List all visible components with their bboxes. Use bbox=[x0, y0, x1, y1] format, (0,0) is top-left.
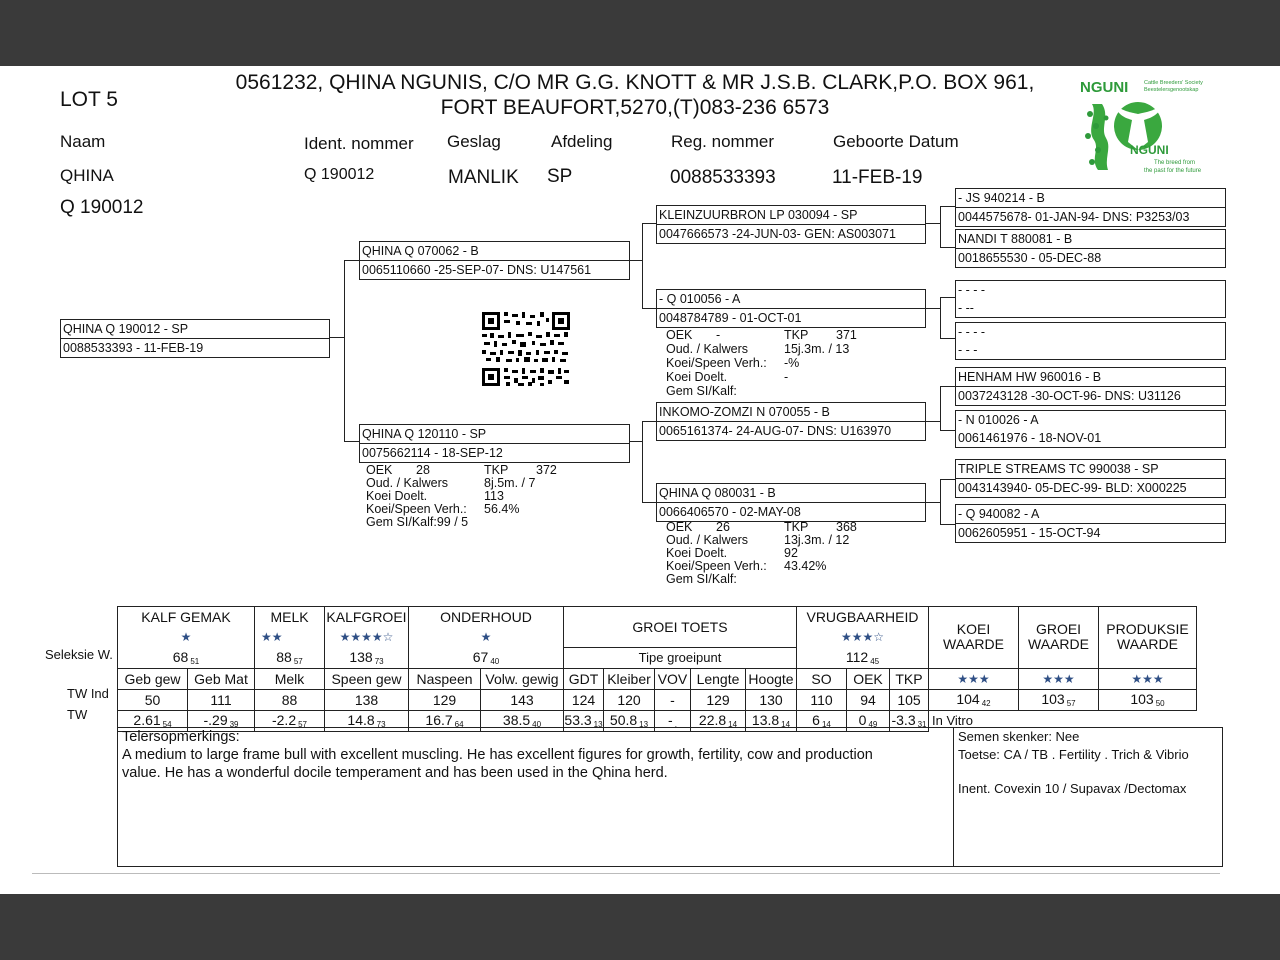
tw-value: 50.8 bbox=[609, 712, 638, 728]
footer-divider bbox=[32, 873, 1220, 874]
pedigree-dds-name: TRIPLE STREAMS TC 990038 - SP bbox=[956, 460, 1225, 479]
label-geboorte: Geboorte Datum bbox=[833, 132, 959, 151]
groei-tipe: Tipe groeipunt bbox=[564, 647, 797, 668]
stat-label: TKP bbox=[784, 520, 809, 534]
group-vrugbaarheid: VRUGBAARHEID bbox=[797, 607, 929, 628]
groei-stars: ★★★ bbox=[1019, 668, 1099, 689]
nguni-logo bbox=[1078, 74, 1212, 178]
tw-sub: 57 bbox=[298, 720, 308, 729]
pedigree-dam-dam bbox=[656, 483, 926, 522]
value-ident-large: Q 190012 bbox=[60, 197, 144, 218]
groei-label-1: GROEI bbox=[1035, 621, 1082, 638]
stat-label: Koei/Speen Verh.: bbox=[366, 502, 467, 516]
remarks-title: Telersopmerkings: bbox=[122, 729, 240, 745]
stat-value: 92 bbox=[784, 546, 798, 560]
stat-label: Koei/Speen Verh.: bbox=[666, 356, 767, 370]
sel-value: 88 bbox=[276, 648, 292, 665]
stat-label: Koei Doelt. bbox=[666, 370, 728, 384]
breeder-remarks bbox=[118, 728, 954, 866]
stat-label: OEK bbox=[366, 463, 393, 477]
twind-cell: 138 bbox=[325, 689, 409, 710]
col-header: Geb gew bbox=[118, 668, 188, 689]
col-header: Geb Mat bbox=[188, 668, 255, 689]
prod-stars: ★★★ bbox=[1099, 668, 1197, 689]
value-ident: Q 190012 bbox=[304, 166, 375, 183]
tw-value: 53.3 bbox=[564, 712, 592, 728]
twind-cell: 50 bbox=[118, 689, 188, 710]
value-naam: QHINA bbox=[60, 166, 114, 185]
pedigree-ddd-reg: 0062605951 - 15-OCT-94 bbox=[958, 526, 1101, 540]
label-afdeling: Afdeling bbox=[551, 132, 613, 151]
twind-cell: 124 bbox=[564, 689, 604, 710]
sel-sub: 45 bbox=[870, 656, 880, 666]
tw-value: -2.2 bbox=[271, 712, 297, 728]
tw-value: 16.7 bbox=[425, 712, 453, 728]
logo-tag2: Beestelersgenootskap bbox=[1144, 87, 1199, 93]
pedigree-ssd bbox=[955, 229, 1226, 268]
onderhoud-seleksie bbox=[409, 647, 564, 668]
pedigree-sdd bbox=[955, 322, 1226, 360]
qr-code bbox=[482, 312, 570, 386]
tw-value: -.29 bbox=[203, 712, 228, 728]
tw-sub: 64 bbox=[454, 720, 464, 729]
tw-value: 14.8 bbox=[347, 712, 375, 728]
stat-value: 113 bbox=[484, 489, 504, 503]
stat-label: Gem SI/Kalf:99 / 5 bbox=[366, 515, 469, 529]
pedigree-dsd bbox=[955, 410, 1226, 448]
stat-value: 15j.3m. / 13 bbox=[784, 342, 850, 356]
pedigree-ddd-name: - Q 940082 - A bbox=[956, 505, 1225, 524]
pedigree-dss bbox=[955, 367, 1226, 406]
tw-value: 6 bbox=[812, 712, 820, 728]
stat-label: Koei Doelt. bbox=[666, 546, 728, 560]
owner-line-2: FORT BEAUFORT,5270,(T)083-236 6573 bbox=[440, 96, 830, 119]
pedigree-sire-name: QHINA Q 070062 - B bbox=[360, 242, 629, 261]
groei-label-2: WAARDE bbox=[1028, 636, 1089, 653]
col-header: Naspeen bbox=[409, 668, 481, 689]
stat-value: - bbox=[716, 328, 721, 342]
twind-cell: 129 bbox=[691, 689, 746, 710]
pedigree-dam-reg: 0075662114 - 18-SEP-12 bbox=[362, 446, 503, 460]
stat-value: 43.42% bbox=[784, 559, 827, 573]
twind-cell: 88 bbox=[255, 689, 325, 710]
row-label-tw: TW bbox=[67, 707, 88, 722]
stat-value: 26 bbox=[716, 520, 730, 534]
pedigree-dss-name: HENHAM HW 960016 - B bbox=[956, 368, 1225, 387]
sel-value: 138 bbox=[349, 648, 373, 665]
row-label-seleksie: Seleksie W. bbox=[45, 647, 113, 662]
group-onderhoud: ONDERHOUD bbox=[409, 607, 564, 628]
pedigree-sds bbox=[955, 280, 1226, 318]
tw-value: - bbox=[668, 712, 673, 728]
pedigree-subject-reg: 0088533393 - 11-FEB-19 bbox=[63, 341, 204, 355]
pedigree-sdd-name: - - - - bbox=[958, 325, 986, 339]
koei-stars: ★★★ bbox=[929, 668, 1019, 689]
logo-brand: NGUNI bbox=[1080, 79, 1129, 96]
col-header: Kleiber bbox=[604, 668, 655, 689]
pedigree-dd-name: QHINA Q 080031 - B bbox=[657, 484, 925, 503]
stat-value: 56.4% bbox=[484, 502, 520, 516]
tw-value: -3.3 bbox=[891, 712, 916, 728]
kalfgroei-stars: ★★★★☆ bbox=[325, 627, 409, 647]
koei-index bbox=[929, 689, 1019, 710]
stat-value: - bbox=[784, 370, 789, 384]
col-header: VOV bbox=[655, 668, 691, 689]
pedigree-subject bbox=[60, 319, 330, 358]
tw-value: 22.8 bbox=[698, 712, 727, 728]
in-vitro: In Vitro bbox=[929, 710, 1197, 731]
onderhoud-stars: ★ bbox=[409, 627, 564, 647]
tw-sub: 14 bbox=[781, 720, 791, 729]
sel-sub: 73 bbox=[374, 656, 384, 666]
stat-label: TKP bbox=[484, 463, 509, 477]
prod-label-2: WAARDE bbox=[1117, 636, 1178, 653]
index-value: 104 bbox=[956, 691, 980, 707]
pedigree-dds-reg: 0043143940- 05-DEC-99- BLD: X000225 bbox=[958, 481, 1187, 495]
stat-value: 372 bbox=[536, 463, 557, 477]
group-groei-toets: GROEI TOETS bbox=[564, 607, 797, 648]
stat-value: 13j.3m. / 12 bbox=[784, 533, 850, 547]
sale-catalog-page bbox=[0, 66, 1280, 894]
pedigree-sss bbox=[955, 188, 1226, 227]
pedigree-ssd-reg: 0018655530 - 05-DEC-88 bbox=[958, 251, 1102, 265]
logo-brand-2: NGUNI bbox=[1130, 143, 1169, 157]
index-value: 103 bbox=[1130, 691, 1154, 707]
col-header: GDT bbox=[564, 668, 604, 689]
index-sub: 42 bbox=[981, 699, 991, 708]
twind-cell: 110 bbox=[797, 689, 847, 710]
col-header: Hoogte bbox=[746, 668, 797, 689]
col-header: Lengte bbox=[691, 668, 746, 689]
group-melk: MELK bbox=[255, 607, 325, 628]
stat-value: 8j.5m. / 7 bbox=[484, 476, 536, 490]
index-sub: 57 bbox=[1066, 699, 1076, 708]
pedigree-sd-name: - Q 010056 - A bbox=[657, 290, 925, 309]
performance-grid bbox=[117, 606, 1197, 732]
pedigree-subject-name: QHINA Q 190012 - SP bbox=[61, 320, 329, 339]
stat-label: Oud. / Kalwers bbox=[666, 342, 748, 356]
groei-waarde-header bbox=[1019, 607, 1099, 669]
pedigree-ds-name: INKOMO-ZOMZI N 070055 - B bbox=[657, 403, 925, 422]
stat-label: Gem SI/Kalf: bbox=[666, 384, 737, 398]
tw-value: 2.61 bbox=[133, 712, 161, 728]
tw-value: 38.5 bbox=[502, 712, 531, 728]
twind-cell: 130 bbox=[746, 689, 797, 710]
stat-label: OEK bbox=[666, 520, 693, 534]
col-header: OEK bbox=[847, 668, 890, 689]
test-info bbox=[958, 728, 1189, 798]
koei-label-1: KOEI bbox=[956, 621, 991, 638]
twind-cell: - bbox=[655, 689, 691, 710]
stat-value: -% bbox=[784, 356, 800, 370]
pedigree-dss-reg: 0037243128 -30-OCT-96- DNS: U31126 bbox=[958, 389, 1181, 403]
stat-label: Gem SI/Kalf: bbox=[666, 572, 737, 586]
tests: Toetse: CA / TB . Fertility . Trich & Vibrio bbox=[958, 747, 1189, 762]
pedigree-ss-name: KLEINZUURBRON LP 030094 - SP bbox=[657, 206, 925, 225]
pedigree-dds bbox=[955, 459, 1226, 498]
pedigree-ss-reg: 0047666573 -24-JUN-03- GEN: AS003071 bbox=[659, 227, 896, 241]
index-value: 103 bbox=[1041, 691, 1065, 707]
tw-sub: 40 bbox=[532, 720, 542, 729]
stats-dam-dam bbox=[666, 521, 906, 587]
tw-value: 0 bbox=[858, 712, 867, 728]
tw-value: 13.8 bbox=[751, 712, 780, 728]
pedigree-sire bbox=[359, 241, 630, 280]
remarks-box bbox=[117, 727, 1223, 867]
stat-label: TKP bbox=[784, 328, 809, 342]
remarks-line-2: value. He has a wonderful docile temperament and has been used in the Qhina herd. bbox=[122, 765, 668, 781]
stats-sire-dam bbox=[666, 328, 906, 398]
stat-value: 371 bbox=[836, 328, 857, 342]
group-kalf: KALF GEMAK bbox=[118, 607, 255, 628]
kalfgroei-seleksie bbox=[325, 647, 409, 668]
tw-sub: 13 bbox=[639, 720, 649, 729]
label-naam: Naam bbox=[60, 132, 106, 151]
pedigree-ssd-name: NANDI T 880081 - B bbox=[956, 230, 1225, 249]
sel-value: 112 bbox=[845, 648, 869, 665]
col-header: Melk bbox=[255, 668, 325, 689]
koei-waarde-header bbox=[929, 607, 1019, 669]
value-geslag: MANLIK bbox=[448, 167, 519, 188]
pedigree-sss-name: - JS 940214 - B bbox=[956, 189, 1225, 208]
twind-cell: 143 bbox=[481, 689, 564, 710]
logo-slogan-1: The breed from bbox=[1154, 160, 1196, 166]
value-geboorte: 11-FEB-19 bbox=[832, 167, 923, 188]
semen-donor: Semen skenker: Nee bbox=[958, 729, 1080, 744]
lot-number: LOT 5 bbox=[60, 88, 118, 111]
twind-cell: 94 bbox=[847, 689, 890, 710]
sel-value: 68 bbox=[172, 648, 189, 665]
stat-label: Oud. / Kalwers bbox=[666, 533, 748, 547]
prod-index bbox=[1099, 689, 1197, 710]
kalf-stars: ★ bbox=[118, 627, 255, 647]
produksie-waarde-header bbox=[1099, 607, 1197, 669]
col-header: SO bbox=[797, 668, 847, 689]
twind-cell: 105 bbox=[890, 689, 929, 710]
kalf-seleksie bbox=[118, 647, 255, 668]
col-header: Volw. gewig bbox=[481, 668, 564, 689]
tw-sub: . bbox=[674, 720, 677, 729]
group-kalfgroei: KALFGROEI bbox=[325, 607, 409, 628]
value-reg: 0088533393 bbox=[670, 167, 776, 188]
pedigree-sss-reg: 0044575678- 01-JAN-94- DNS: P3253/03 bbox=[958, 210, 1190, 224]
stat-value: 368 bbox=[836, 520, 857, 534]
vaccinations: Inent. Covexin 10 / Supavax /Dectomax bbox=[958, 781, 1187, 796]
stats-dam bbox=[366, 464, 606, 530]
pedigree-sire-reg: 0065110660 -25-SEP-07- DNS: U147561 bbox=[362, 263, 592, 277]
pedigree-dam bbox=[359, 424, 630, 463]
col-header: TKP bbox=[890, 668, 929, 689]
tw-sub: 14 bbox=[821, 720, 831, 729]
tw-sub: 13 bbox=[593, 720, 603, 729]
pedigree-sdd-reg: - - - bbox=[958, 343, 978, 357]
twind-row bbox=[118, 689, 1197, 710]
logo-tag1: Cattle Breeders' Society bbox=[1144, 80, 1203, 86]
twind-cell: 111 bbox=[188, 689, 255, 710]
logo-slogan-2: the past for the future bbox=[1144, 168, 1202, 174]
sel-sub: 51 bbox=[190, 656, 200, 666]
sel-sub: 40 bbox=[490, 656, 500, 666]
stat-label: Koei/Speen Verh.: bbox=[666, 559, 767, 573]
pedigree-dam-name: QHINA Q 120110 - SP bbox=[360, 425, 629, 444]
column-header-row bbox=[118, 668, 1197, 689]
sel-sub: 57 bbox=[293, 656, 303, 666]
pedigree-sds-reg: - -- bbox=[958, 301, 974, 315]
tw-sub: 31 bbox=[917, 720, 927, 729]
value-afdeling: SP bbox=[547, 166, 573, 187]
col-header: Speen gew bbox=[325, 668, 409, 689]
vrug-stars: ★★★☆ bbox=[797, 627, 929, 647]
pedigree-ddd bbox=[955, 504, 1226, 543]
twind-cell: 120 bbox=[604, 689, 655, 710]
pedigree-ds-reg: 0065161374- 24-AUG-07- DNS: U163970 bbox=[659, 424, 892, 438]
label-reg: Reg. nommer bbox=[671, 132, 774, 151]
tw-sub: 14 bbox=[728, 720, 738, 729]
row-label-twind: TW Ind bbox=[67, 686, 109, 701]
tw-sub: 73 bbox=[376, 720, 386, 729]
owner-line-1: 0561232, QHINA NGUNIS, C/O MR G.G. KNOTT & MR J.S.B. CLARK,P.O. BOX 961, bbox=[235, 71, 1035, 94]
pedigree-sire-dam bbox=[656, 289, 926, 328]
prod-label-1: PRODUKSIE bbox=[1106, 621, 1189, 638]
tw-sub: 39 bbox=[229, 720, 239, 729]
pedigree-sd-reg: 0048784789 - 01-OCT-01 bbox=[659, 311, 802, 325]
remarks-line-1: A medium to large frame bull with excellent muscling. He has excellent figures for growth, fertility, cow and production bbox=[122, 747, 873, 763]
vrug-seleksie bbox=[797, 647, 929, 668]
stat-label: OEK bbox=[666, 328, 693, 342]
sel-value: 67 bbox=[472, 648, 489, 665]
label-geslag: Geslag bbox=[447, 132, 501, 151]
tw-sub: 54 bbox=[162, 720, 172, 729]
melk-stars: ★★ bbox=[255, 627, 325, 647]
stat-label: Koei Doelt. bbox=[366, 489, 428, 503]
melk-seleksie bbox=[255, 647, 325, 668]
label-ident: Ident. nommer bbox=[304, 134, 414, 153]
index-sub: 50 bbox=[1155, 699, 1165, 708]
pedigree-dsd-reg: 0061461976 - 18-NOV-01 bbox=[958, 431, 1102, 445]
pedigree-dd-reg: 0066406570 - 02-MAY-08 bbox=[659, 505, 801, 519]
tw-sub: 49 bbox=[868, 720, 878, 729]
stat-label: Oud. / Kalwers bbox=[366, 476, 448, 490]
stat-value: 28 bbox=[416, 463, 430, 477]
pedigree-dsd-name: - N 010026 - A bbox=[958, 413, 1039, 427]
pedigree-dam-sire bbox=[656, 402, 926, 441]
pedigree-sds-name: - - - - bbox=[958, 283, 986, 297]
groei-index bbox=[1019, 689, 1099, 710]
pedigree-sire-sire bbox=[656, 205, 926, 244]
twind-cell: 129 bbox=[409, 689, 481, 710]
koei-label-2: WAARDE bbox=[943, 636, 1004, 653]
